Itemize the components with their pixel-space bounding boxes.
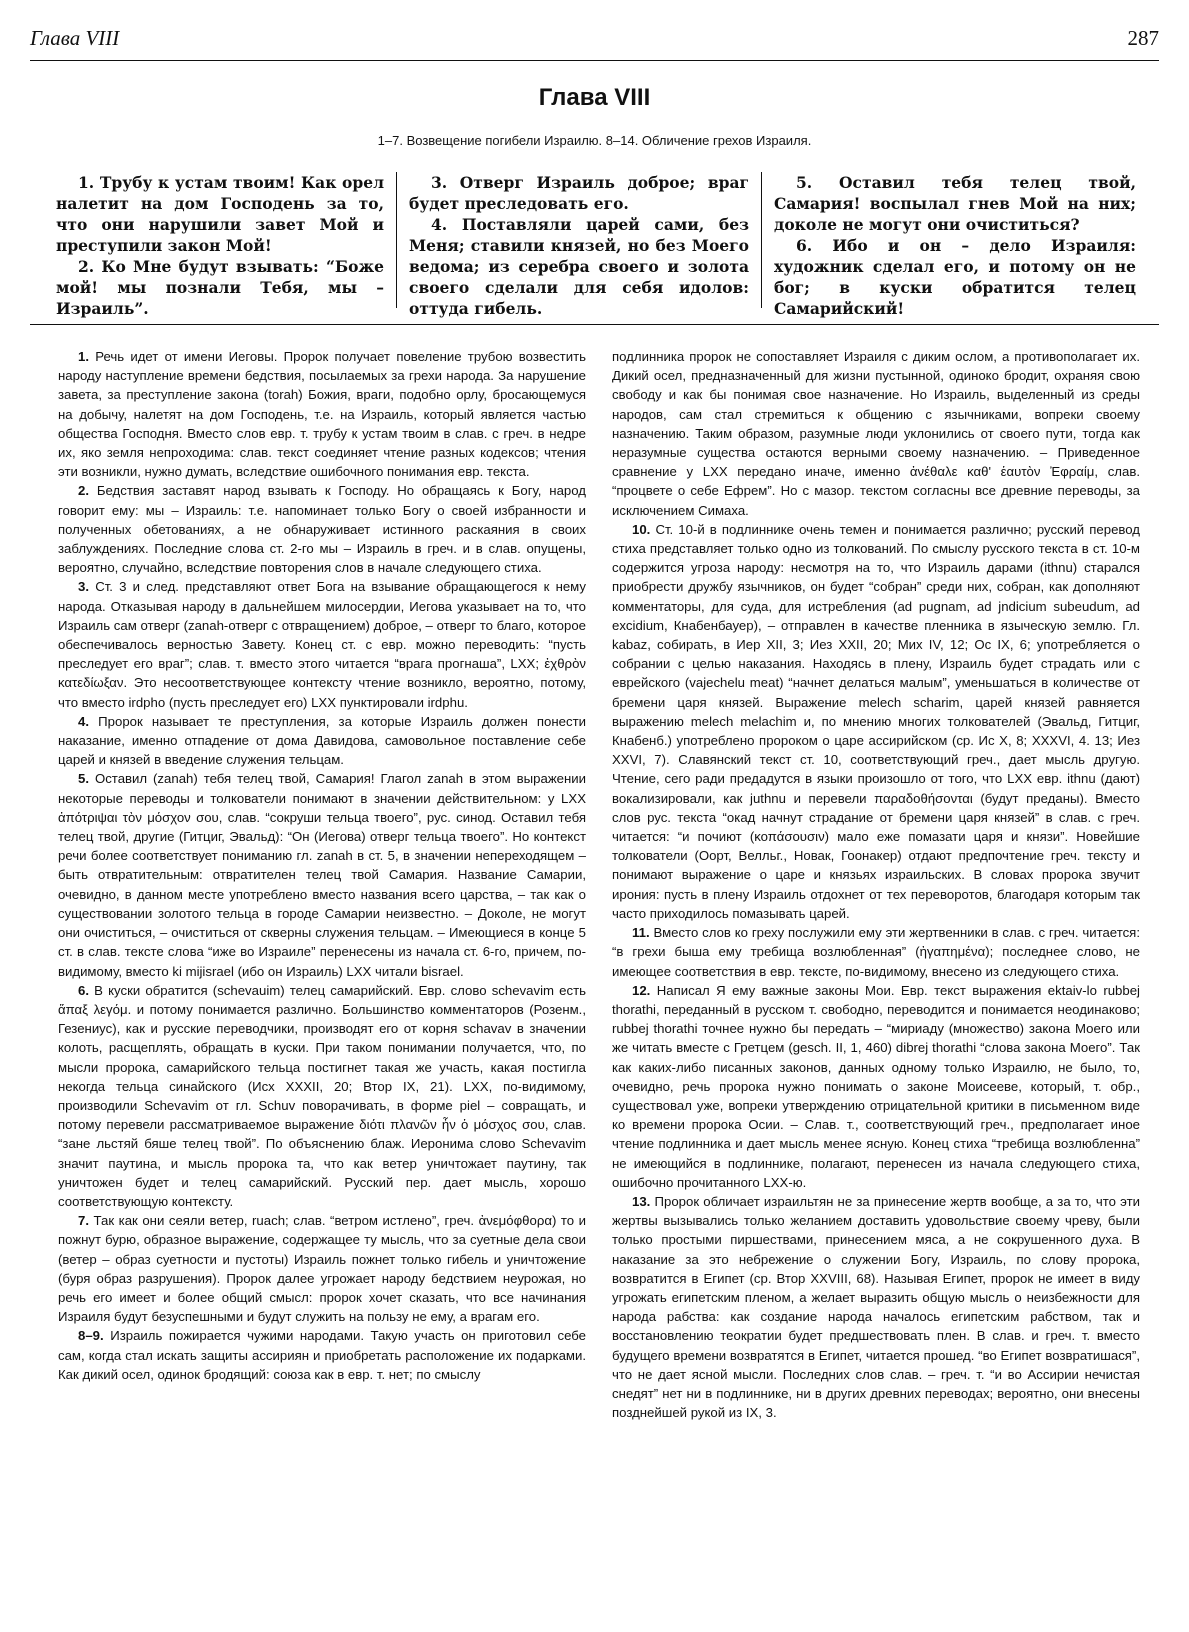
- chapter-title: Глава VIII: [538, 84, 651, 111]
- commentary-paragraph: [58, 1211, 586, 1326]
- commentary-paragraph: [58, 981, 586, 1211]
- verse-paragraph: 3. Отверг Израиль доброе; враг будет преследовать его.: [409, 173, 749, 213]
- paragraph-text: Речь идет от имени Иеговы. Пророк получает повеление трубою возвестить народу наступление времени бедствия, посылаемых за грехи народа. За нарушение завета, за преступление закона (torah) Божия, враги, подобно орлу, бросающемуся на добычу, налетят на дом Господень, т.е. на Израиль, который является частью общества Господня. Вместо слов евр. т. трубу к устам твоим в слав. с греч. в недре их, яко земля непроходима: слав. текст соединяет чтение разных кодексов; чтения эти возникли, нужно думать, вследствие ошибочного понимания евр. текста.: [58, 349, 586, 480]
- section-divider: [30, 324, 1159, 325]
- commentary-paragraph: [58, 712, 586, 770]
- paragraph-text: Вместо слов ко греху послужили ему эти жертвенники в слав. с греч. читается: “в грехи быша ему требища возлюбленная” (ἠγαπημένα); последнее слово, не имеющее соответствия в евр. тексте, по-видимому, внесено из следующего стиха.: [612, 925, 1140, 979]
- running-head: [30, 20, 1159, 61]
- page-number: 287: [1127, 26, 1159, 50]
- paragraph-number: 8–9.: [78, 1328, 104, 1344]
- paragraph-number: 6.: [78, 982, 89, 998]
- commentary-paragraph: [612, 1192, 1140, 1422]
- paragraph-number: 2.: [78, 483, 89, 499]
- paragraph-number: 3.: [78, 579, 89, 595]
- commentary-paragraph: [612, 520, 1140, 923]
- commentary-paragraph: [612, 981, 1140, 1192]
- paragraph-number: 5.: [78, 771, 89, 787]
- verse-paragraph: 5. Оставил тебя телец твой, Самария! воспылал гнев Мой на них; доколе не могут они очиститься?: [774, 173, 1136, 234]
- paragraph-number: 4.: [78, 713, 89, 729]
- paragraph-number: 1.: [78, 349, 89, 364]
- verse-column-2: [396, 172, 762, 318]
- commentary-block: [58, 347, 1140, 1617]
- paragraph-text: Пророк называет те преступления, за которые Израиль должен понести наказание, именно отпадение от дома Давидова, самовольное поставление себе царей и князей в введение служения тельцам.: [58, 713, 586, 768]
- paragraph-number: 11.: [632, 925, 650, 941]
- paragraph-text: Оставил (zanah) тебя телец твой, Самария! Глагол zanah в этом выражении некоторые переводы и толкователи понимают в значении действительном: у LXX ἀπότριψαι τὸν μόσχον σου, слав. “сокруши тельца твоего”, рус. синод. Оставил тебя телец твой, другие (Гитциг, Эвальд): “Он (Иегова) отверг тельца твоего”. Но контекст речи более соответствует пониманию гл. zanah в ст. 5, в значении непереходящем – быть отвратительным: отвратителен телец твой Самария. Название Самарии, очевидно, в данном месте употреблено вместо названия всего царства, – так как о существовании золотого тельца в городе Самарии неизвестно. – Доколе, не могут они очиститься, – очиститься от скверны служения тельцам. – Имеющиеся в конце 5 ст. в слав. тексте слова “иже во Израиле” перенесены из начала ст. 6-го, причем, по-видимому, вместо ki mijisrael (ибо он Израиль) LXX читали bisrael.: [58, 771, 586, 979]
- paragraph-number: 13.: [632, 1193, 651, 1209]
- paragraph-text: Пророк обличает израильтян не за принесение жертв вообще, а за то, что эти жертвы вызывались только желанием доставить удовольствие своему чреву, были только простыми пиршествами, принесением мяса, а не сокрушенного духа. В наказание за это небрежение о служении Богу, Израиль, по слову пророка, возвратится в Египет (ср. Втор XXVIII, 68). Называя Египет, пророк не имеет в виду угрожать египетским пленом, а желает выразить общую мысль о неизбежности для народа рабства: как создание народа началось египетским рабством, так и восстановлению теократии будет предшествовать плен. В слав. и греч. т. вместо будущего времени возвратятся в Египет, читается прошед. “во Египет возвратишася”, что не дает ясной мысли. Последних слов слав. – греч. т. “и во Ассирии нечистая снедят” нет ни в подлиннике, ни в других древних переводах; вероятно, они внесены позднейшей рукой из IX, 3.: [612, 1193, 1140, 1421]
- paragraph-number: 12.: [632, 982, 651, 998]
- paragraph-text: Так как они сеяли ветер, ruach; слав. “ветром истлено”, греч. ἀνεμόφθορα) то и пожнут бурю, образное выражение, содержащее ту мысль, что за суетные дела свои (ветер – образ суетности и пустоты) Израиль пожнет только гибель и уничтожение (буря образ разрушения). Пророк далее угрожает народу бедствием неурожая, но речь его имеет и более общий смысл: пророк хочет сказать, что все начинания Израиля будут безуспешными и будут служить на пользу не ему, а врагам его.: [58, 1213, 587, 1325]
- paragraph-text: Израиль пожирается чужими народами. Такую участь он приготовил себе сам, когда стал искать защиты ассириян и приобретать расположение их подарками. Как дикий осел, одинок бродящий: союза как в евр. т. нет; по смыслу: [58, 1328, 586, 1382]
- commentary-paragraph: [58, 347, 586, 481]
- verse-paragraph: 4. Поставляли царей сами, без Меня; ставили князей, но без Моего ведома; из серебра своего и золота своего сделали для себя идолов: оттуда гибель.: [409, 215, 749, 318]
- verse-paragraph: 6. Ибо и он – дело Израиля: художник сделал его, и потому он не бог; в куски обратится телец Самарийский!: [774, 236, 1136, 318]
- verse-column-3: [762, 172, 1136, 318]
- verse-paragraph: 2. Ко Мне будут взывать: “Боже мой! мы познали Тебя, мы – Израиль”.: [56, 257, 384, 318]
- chapter-summary: 1–7. Возвещение погибели Израилю. 8–14. Обличение грехов Израиля.: [377, 133, 812, 148]
- commentary-paragraph: [58, 1326, 586, 1384]
- verse-block: [56, 172, 1136, 318]
- paragraph-text: В куски обратится (schevauim) телец самарийский. Евр. слово schevavim есть ἅπαξ λεγόμ. и потому понимается различно. Большинство комментаторов (Розенм., Гезениус), как и русские переводчики, производят его от корня schavav в значении колоть, расщеплять, обращать в куски. При таком понимании получается, что, по мысли пророка, самарийского тельца постигнет такая же участь, какая постигла некогда тельца синайского (Исх XXXII, 20; Втор IX, 21). LXX, по-видимому, производили Schevavim от гл. Schuv поворачивать, в форме piel – совращать, и потому перевели рассматриваемое выражение διότι πλανῶν ἦν ὁ μόσχος σου, слав. “зане льстяй бяше телец твой”. По объяснению блаж. Иеронима слово Schevavim значит паутина, и мысль пророка та, что как ветер уничтожает паутину, так уничтожен будет и телец самарийский. Русский пер. дает мысль, хорошо соответствующую контексту.: [58, 982, 586, 1209]
- commentary-column-left: [58, 347, 586, 1617]
- paragraph-text: Написал Я ему важные законы Мои. Евр. текст выражения ektaiv-lo rubbej thorathi, переданный в русском т. свободно, переводится и понимается неодинаково; rubbej thorathi точнее нужно бы передать – “мириаду (множество) закона Моего или же читать вместе с Гретцем (gesch. II, 1, 460) dibrej thorathi “слова закона Моего”. Так как каких-либо писанных законов, данных одному только Израилю, не было, то, очевидно, речь пророка нужно понимать о законе Моисееве, который, т. обр., существовал уже, вопреки утверждению отрицательной критики в письменном виде ко времени пророка Осии. – Слав. т., соответствующий греч., предполагает иное чтение подлинника и дает мысль менее ясную. Конец стиха “требища возлюбленна” не имеющийся в подлиннике, полагают, перенесен из начала следующего стиха, ошибочно прочитанного LXX-ю.: [612, 982, 1140, 1190]
- running-head-chapter: Глава VIII: [30, 26, 120, 50]
- paragraph-number: 10.: [632, 521, 651, 537]
- paragraph-text: Ст. 3 и след. представляют ответ Бога на взывание обращающегося к нему народа. Отказывая народу в дальнейшем милосердии, Иегова указывает на то, что Израиль сам отверг (zanah-отверг с отвращением) доброе, – отверг то благо, которое обеспечивалось верностью Завету. Конец ст. с евр. можно переводить: “пусть преследует его враг”; слав. т. вместо этого читается “врага прогнаша”, LXX; ἐχθρὸν κατεδίωξαν. Это несоответствующее контексту чтение возникло, вероятно, потому, что вместо irdpho (пусть преследует его) LXX пунктировали irdphu.: [58, 579, 586, 710]
- paragraph-text: подлинника пророк не сопоставляет Израиля с диким ослом, а противополагает их. Дикий осел, предназначенный для жизни пустынной, одиноко бродит, охраняя свою свободу и как бы понимая свое назначение. Но Израиль, выделенный из среды народов, сам стал стремиться к общению с язычниками, вопреки своему назначению. Таким образом, разумные люди уклонились от своего пути, тогда как неразумные существа остаются верными своему назначению. – Приведенное сравнение у LXX передано иначе, именно ἀνέθαλε καθ' ἑαυτὸν Ἐφραίμ, слав. “процвете о себе Ефрем”. Но с мазор. текстом согласны все древние переводы, за исключением Симаха.: [612, 349, 1140, 518]
- paragraph-text: Бедствия заставят народ взывать к Господу. Но обращаясь к Богу, народ говорит ему: мы – Израиль: т.е. напоминает только Богу о своей избранности и полученных обетованиях, а не обнаруживает истинного раскаяния в своих заблуждениях. Последние слова ст. 2-го мы – Израиль в греч. и в слав. опущены, вероятно, случайно, вследствие повторения слов в начале следующего стиха.: [58, 483, 586, 576]
- verse-paragraph: 1. Трубу к устам твоим! Как орел налетит на дом Господень за то, что они нарушили завет Мой и преступили закон Мой!: [56, 173, 384, 255]
- paragraph-text: Ст. 10-й в подлиннике очень темен и понимается различно; русский перевод стиха представляет только одно из толкований. По смыслу русского текста в ст. 10-м содержится угроза народу: несмотря на то, что Израиль дарами (ithnu) старался приобрести дружбу язычников, он будет “собран” среди них, собран, как дополняют комментаторы, для суда, для истребления (ad pugnam, ad jndicium subeudum, ad excidium, Кнабенбауер), – отправлен в качестве пленника в языческую землю. Гл. kabaz, собирать, в Иер XII, 3; Иез XXII, 20; Мих IV, 12; Ос IX, 6; употребляется о собрании с целью наказания. Находясь в плену, Израиль будет страдать или с еврейского (vajechelu meat) “начнет делаться малым”, уменьшаться в количестве от бремени царя князей. Выражение melech scharim, царей князей равняется выражению melech melachim и, по мнению многих толкователей (Эвальд, Гитциг, Кнабенб.) употреблено пророком о царе ассирийском (ср. Ис X, 8; XXXVI, 4. 13; Иез XXVI, 7). Славянский текст ст. 10, соответствующий греч., дает мысль другую. Чтение, сего ради предадутся в языки произошло от того, что LXX евр. ithnu (дают) вокализировали, как juthnu и перевели παραδοθήσονται (будут преданы). Вместо слов рус. текста “окад начнут страдание от бремени царя князей” в слав. с греч. читается: “и почиют (κοπάσουσιν) мало еже помазати царя и князи”. Новейшие толкователи (Оорт, Велльг., Новак, Гоонакер) отдают предпочтение греч. тексту и понимают выражение о царе и князьях израильских. В словах пророка звучит ирония: пусть в плену Израиль отдохнет от тех переворотов, благодаря которым так часто приходилось помазывать царей.: [612, 521, 1140, 921]
- commentary-paragraph: [58, 577, 586, 711]
- commentary-paragraph-continued: [612, 347, 1140, 520]
- paragraph-number: 7.: [78, 1213, 89, 1229]
- commentary-paragraph: [58, 481, 586, 577]
- verse-column-1: [56, 172, 396, 318]
- commentary-column-right: [612, 347, 1140, 1617]
- commentary-paragraph: [612, 923, 1140, 981]
- commentary-paragraph: [58, 769, 586, 980]
